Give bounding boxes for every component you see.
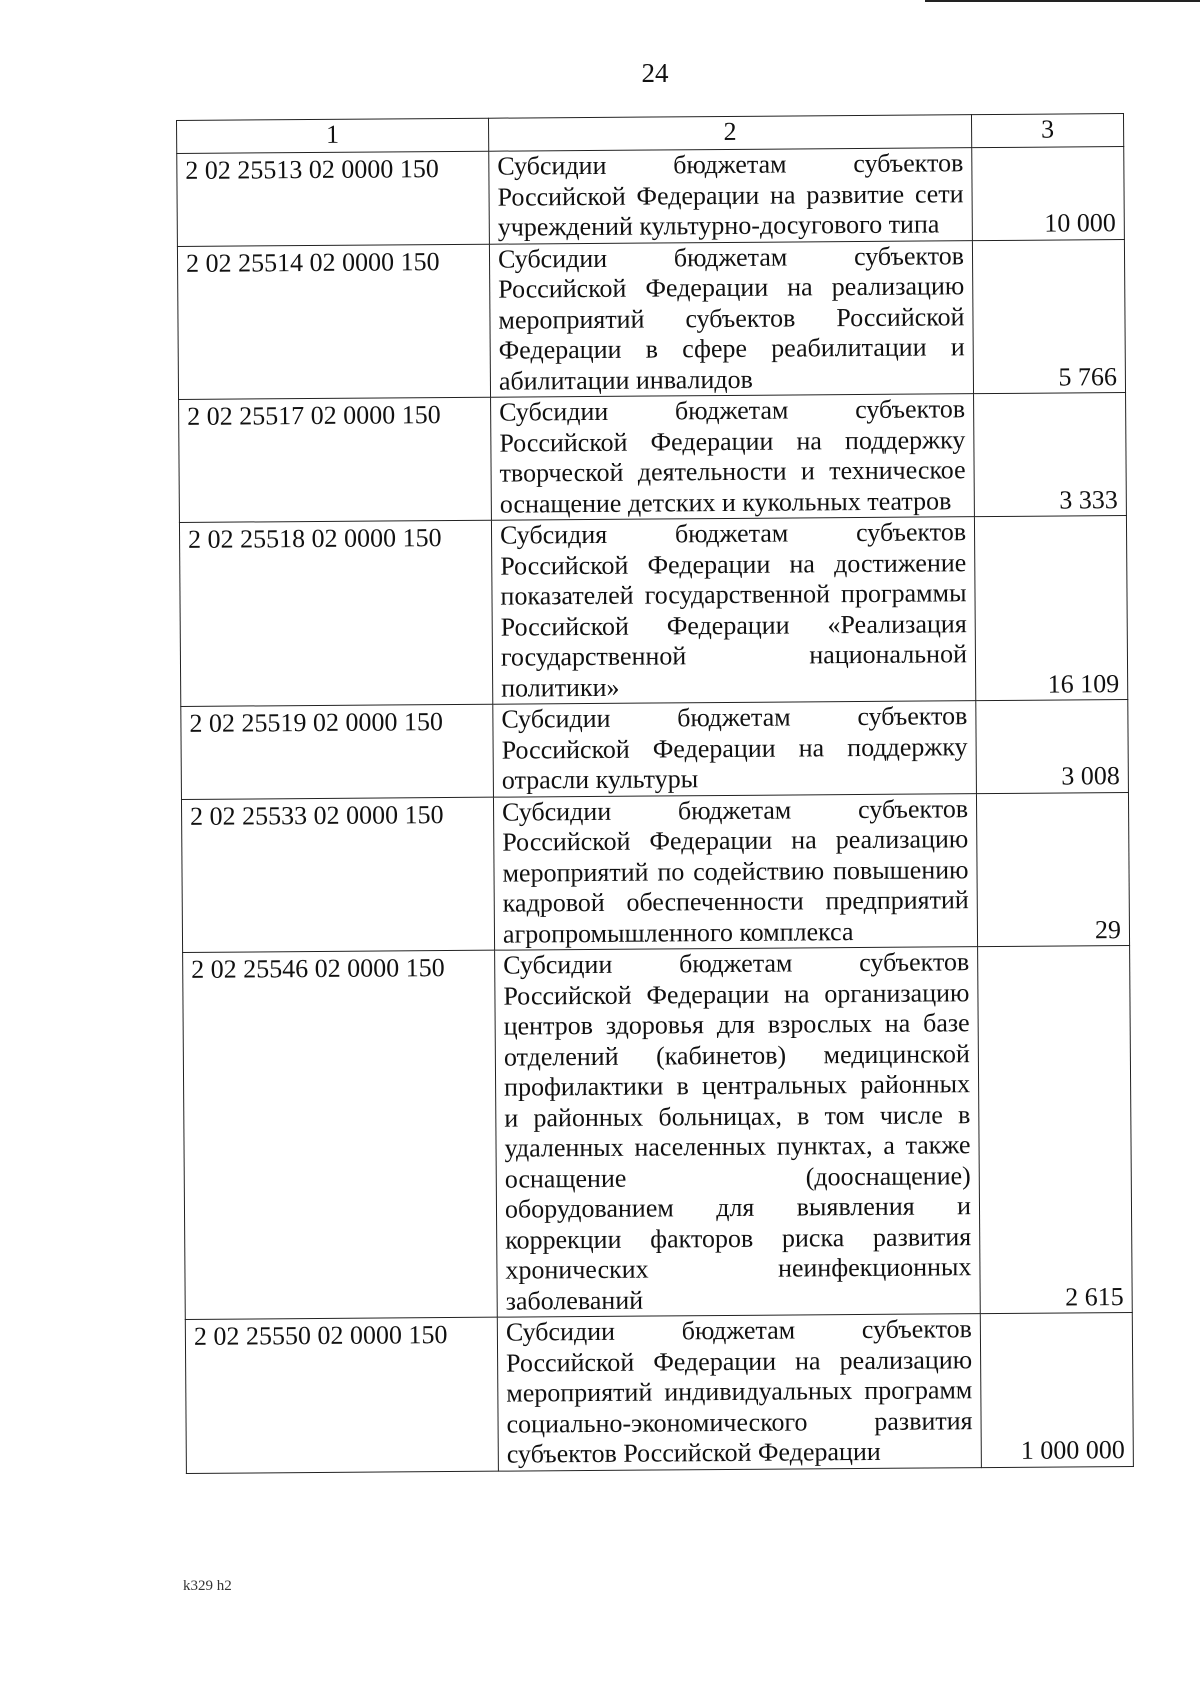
description-cell: Субсидии бюджетам субъектов Российской Федерации на развитие сети учреждений культурно-досугового типа xyxy=(489,148,973,244)
description-cell: Субсидии бюджетам субъектов Российской Федерации на реализацию мероприятий по содействию повышению кадровой обеспеченности предприятий агропромышленного комплекса xyxy=(493,793,977,950)
footer-mark: k329 h2 xyxy=(183,1578,232,1594)
table-row xyxy=(181,792,1129,952)
amount-cell: 3 008 xyxy=(976,700,1129,794)
budget-code-cell: 2 02 25533 02 0000 150 xyxy=(181,797,494,953)
table-row xyxy=(177,239,1125,399)
budget-code-cell: 2 02 25550 02 0000 150 xyxy=(185,1317,498,1473)
budget-code-cell: 2 02 25518 02 0000 150 xyxy=(179,520,492,706)
table-row xyxy=(177,147,1125,246)
description-cell: Субсидии бюджетам субъектов Российской Федерации на реализацию мероприятий индивидуальных программ социально-экономического развития субъектов Российской Федерации xyxy=(497,1314,981,1471)
budget-code-cell: 2 02 25517 02 0000 150 xyxy=(179,397,492,522)
page-number: 24 xyxy=(641,58,669,88)
top-edge-rule xyxy=(925,0,1200,2)
column-header-amount: 3 xyxy=(971,114,1123,148)
table-row xyxy=(185,1313,1133,1473)
description-cell: Субсидии бюджетам субъектов Российской Федерации на реализацию мероприятий субъектов Российской Федерации в сфере реабилитации и абилитации инвалидов xyxy=(489,240,973,397)
table-row xyxy=(179,393,1127,523)
description-cell: Субсидии бюджетам субъектов Российской Федерации на организацию центров здоровья для взрослых на базе отделений (кабинетов) медицинской профилактики в центральных районных и районных больницах, в том числе в удаленных населенных пунктах, а также оснащение (дооснащение) оборудованием для выявления и коррекции факторов риска развития хронических неинфекционных заболеваний xyxy=(495,947,981,1318)
budget-code-cell: 2 02 25513 02 0000 150 xyxy=(177,151,490,246)
amount-cell: 16 109 xyxy=(974,516,1127,701)
budget-code-cell: 2 02 25546 02 0000 150 xyxy=(183,950,498,1319)
description-cell: Субсидия бюджетам субъектов Российской Федерации на достижение показателей государственной программы Российской Федерации «Реализация государственной национальной политики» xyxy=(491,517,975,705)
table-row xyxy=(181,700,1129,799)
budget-code-cell: 2 02 25514 02 0000 150 xyxy=(177,244,490,400)
amount-cell: 3 333 xyxy=(974,393,1127,517)
amount-cell: 10 000 xyxy=(972,147,1125,241)
amount-cell: 5 766 xyxy=(972,239,1125,394)
amount-cell: 2 615 xyxy=(978,946,1133,1314)
description-cell: Субсидии бюджетам субъектов Российской Федерации на поддержку творческой деятельности и техническое оснащение детских и кукольных театров xyxy=(491,394,975,521)
amount-cell: 1 000 000 xyxy=(980,1313,1133,1468)
column-header-description: 2 xyxy=(488,115,971,152)
amount-cell: 29 xyxy=(976,792,1129,947)
table-row xyxy=(183,946,1133,1320)
table-row xyxy=(179,516,1127,707)
subsidies-table xyxy=(176,113,1134,1473)
column-header-code: 1 xyxy=(177,118,489,153)
description-cell: Субсидии бюджетам субъектов Российской Федерации на поддержку отрасли культуры xyxy=(493,701,977,797)
budget-code-cell: 2 02 25519 02 0000 150 xyxy=(181,704,494,799)
